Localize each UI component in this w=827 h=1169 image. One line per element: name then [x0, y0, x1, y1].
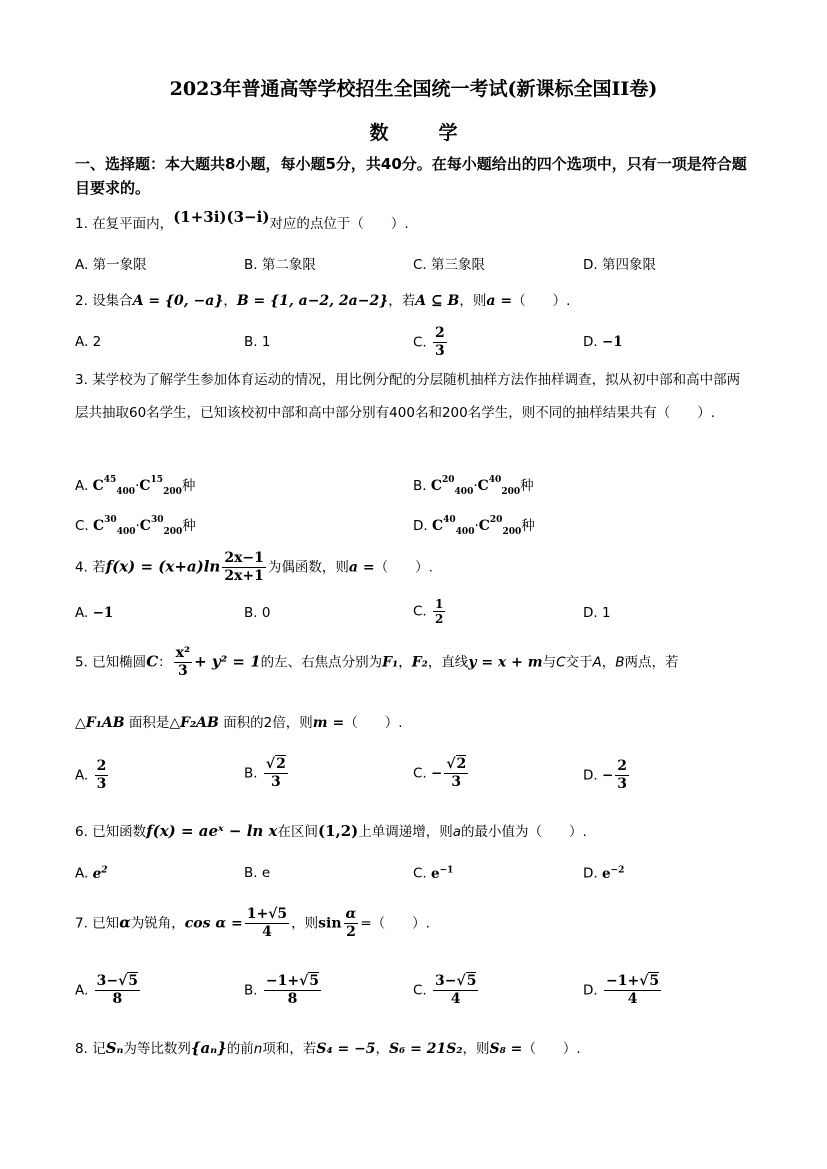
combination — [477, 475, 521, 497]
option-label: A. — [75, 865, 89, 882]
question-text: 记 — [92, 1041, 106, 1057]
question-text: 在区间 — [277, 824, 318, 840]
separator: ， — [375, 1041, 390, 1057]
separator: ， — [601, 654, 616, 671]
math-symbol: α — [119, 913, 131, 932]
math-symbol: B — [615, 654, 625, 671]
radicand: 2 — [456, 756, 467, 772]
question-3 — [75, 364, 745, 430]
question-text: 设集合 — [92, 293, 133, 309]
math-expression: (1+3i)(3−i) — [173, 208, 270, 226]
option-c — [75, 514, 196, 537]
numerator-part: 3− — [435, 973, 457, 989]
unit: 种 — [182, 518, 196, 534]
comb-symbol: C — [139, 478, 151, 494]
question-number: 5. — [75, 654, 88, 671]
comb-sup: 15 — [150, 475, 164, 486]
numerator: 3−√5 — [435, 973, 477, 989]
question-text: 为锐角， — [130, 915, 185, 932]
comb-symbol: C — [478, 518, 490, 534]
comb-sub: 200 — [502, 526, 522, 537]
denominator: 8 — [112, 991, 123, 1007]
comb-symbol: C — [92, 478, 104, 494]
separator: ， — [398, 654, 412, 671]
option-label: C. — [413, 765, 427, 782]
comb-symbol: C — [477, 478, 489, 494]
question-text: 为等比数列 — [123, 1041, 191, 1057]
question-text: ，则 — [291, 915, 319, 932]
question-text: 两点，若 — [624, 654, 679, 671]
denominator: 2 — [346, 924, 356, 940]
combination — [93, 515, 136, 537]
math-symbol: A — [592, 654, 602, 671]
base: e — [431, 865, 440, 882]
option-label: D. — [583, 767, 598, 784]
sign: − — [431, 765, 443, 782]
option-label: A. — [75, 767, 89, 784]
option-label: D. — [413, 518, 428, 534]
option-label: C. — [413, 603, 427, 620]
comb-sup: 30 — [150, 515, 164, 526]
math-expression: {aₙ} — [190, 1039, 227, 1057]
question-text: 的前 — [226, 1041, 254, 1057]
radicand: 2 — [276, 756, 286, 772]
math-expression: a = — [486, 293, 513, 309]
option-d — [583, 758, 631, 793]
option-c — [413, 597, 447, 626]
question-text: 面积是 — [128, 715, 170, 731]
math-expression: cos α = — [184, 915, 243, 932]
numerator: 3−√5 — [96, 973, 139, 989]
question-text: ，直线 — [427, 654, 469, 671]
option-d — [413, 514, 535, 537]
fraction — [174, 645, 192, 680]
numerator: 2x−1 — [224, 550, 264, 566]
fraction — [604, 973, 661, 1008]
comb-sub: 400 — [455, 526, 475, 537]
question-text: 若 — [92, 559, 106, 576]
question-text: 的最小值为（ ）. — [461, 824, 587, 840]
multiply-dot: · — [473, 478, 478, 494]
question-number: 2. — [75, 293, 88, 309]
comb-sub: 200 — [163, 486, 182, 497]
radicand: 5 — [466, 973, 477, 989]
math-expression: a = — [348, 559, 375, 576]
question-7 — [75, 906, 430, 941]
question-text: （ ）. — [344, 715, 403, 731]
comb-symbol: C — [431, 518, 444, 534]
question-text: 为偶函数，则 — [267, 559, 349, 576]
option-label: C. — [413, 865, 427, 882]
question-number: 8. — [75, 1041, 88, 1057]
option-c — [413, 865, 453, 882]
denominator: 3 — [178, 663, 188, 679]
question-text: 在复平面内， — [92, 216, 174, 232]
option-c: C. 第三象限 — [413, 257, 486, 273]
question-text: =（ ）. — [360, 915, 430, 932]
question-6 — [75, 820, 587, 840]
comb-sup: 45 — [103, 475, 117, 486]
comb-sup: 20 — [489, 515, 503, 526]
fraction — [433, 325, 447, 360]
option-b: B. e — [244, 865, 271, 881]
combination — [430, 475, 474, 497]
subject-char-1: 数 — [369, 122, 389, 144]
unit: 种 — [520, 478, 534, 494]
numerator: 2 — [96, 758, 107, 774]
option-label: B. — [413, 478, 427, 494]
option-label: C. — [75, 518, 89, 534]
math-expression: + y² = 1 — [194, 652, 261, 671]
fraction — [444, 756, 468, 791]
question-text: 已知函数 — [92, 824, 147, 840]
option-label: C. — [413, 982, 427, 999]
section-heading: 一、选择题：本大题共8小题，每小题5分，共40分。在每小题给出的四个选项中，只有一项是符合题目要求的。 — [75, 155, 747, 197]
combination — [92, 475, 136, 497]
question-text: ，则 — [462, 1041, 490, 1057]
option-b — [244, 756, 290, 791]
subject-char-2: 学 — [438, 122, 458, 144]
question-number: 1. — [75, 216, 88, 232]
numerator: 1+√5 — [246, 906, 288, 922]
comb-symbol: C — [430, 478, 443, 494]
option-label: C. — [413, 334, 427, 351]
option-label: B. — [244, 765, 258, 782]
option-label: D. — [583, 982, 598, 999]
math-expression: S₄ = −5 — [316, 1041, 376, 1057]
option-label: A. — [75, 605, 89, 621]
fraction — [264, 973, 321, 1008]
option-d — [583, 865, 624, 882]
numerator: 1 — [435, 597, 444, 611]
math-symbol: a — [452, 824, 462, 840]
option-label: A. — [75, 982, 89, 999]
option-d: D. 第四象限 — [583, 257, 656, 273]
question-number: 3. — [75, 372, 88, 388]
denominator: 4 — [262, 924, 272, 940]
math-symbol: C — [556, 654, 566, 671]
fraction — [615, 758, 629, 793]
math-expression: S₆ = 21S₂ — [389, 1041, 463, 1057]
math-expression: sin — [318, 915, 342, 932]
multiply-dot: · — [474, 518, 479, 534]
fraction — [433, 973, 478, 1008]
multiply-dot: · — [135, 518, 140, 534]
option-b — [244, 973, 323, 1008]
question-number: 6. — [75, 824, 88, 840]
option-b — [413, 474, 534, 497]
unit: 种 — [181, 478, 196, 494]
option-a: A. 2 — [75, 334, 102, 350]
combination — [431, 515, 475, 537]
option-b: B. 1 — [244, 334, 271, 350]
math-expression: S₈ = — [489, 1041, 523, 1057]
comb-sub: 200 — [163, 526, 183, 537]
combination — [139, 475, 182, 497]
option-label: D. — [583, 334, 598, 350]
comb-sub: 200 — [501, 486, 521, 497]
option-value — [602, 866, 624, 882]
radicand: 5 — [309, 973, 320, 989]
option-b: B. 0 — [244, 605, 271, 621]
combination — [139, 515, 183, 537]
question-4 — [75, 550, 433, 585]
option-d — [583, 973, 663, 1008]
question-8 — [75, 1037, 581, 1057]
question-text: ，则 — [459, 293, 487, 309]
numerator: √2 — [265, 756, 286, 772]
math-expression: m = — [312, 715, 345, 731]
option-label: B. — [244, 982, 258, 999]
question-text: （ ）. — [374, 559, 433, 576]
math-symbol: n — [253, 1041, 263, 1057]
question-text: ，若 — [388, 293, 416, 309]
fraction — [95, 758, 109, 793]
question-text: ， — [223, 293, 237, 309]
exponent: −2 — [610, 865, 625, 875]
exam-title: 2023年普通高等学校招生全国统一考试(新课标全国II卷) — [169, 78, 658, 100]
exponent: −1 — [439, 865, 454, 875]
math-expression: y = x + m — [468, 654, 543, 671]
numerator: √2 — [446, 756, 467, 772]
option-value: −1 — [92, 605, 114, 621]
math-expression: f(x) = (x+a)ln — [105, 557, 221, 576]
numerator: −1+√5 — [265, 973, 320, 989]
question-text: 面积的2倍，则 — [223, 715, 313, 731]
option-c — [413, 325, 449, 360]
numerator: 2 — [617, 758, 628, 774]
fraction — [222, 550, 266, 585]
denominator: 3 — [451, 774, 462, 790]
math-expression: △F₂AB — [169, 715, 219, 731]
comb-symbol: C — [139, 518, 151, 534]
math-expression: △F₁AB — [75, 715, 125, 731]
radicand: 5 — [649, 973, 660, 989]
denominator: 8 — [287, 991, 298, 1007]
numerator-part: −1+ — [605, 973, 640, 989]
multiply-dot: · — [135, 478, 140, 494]
option-a — [75, 474, 195, 497]
option-a — [75, 758, 110, 793]
option-label: A. — [75, 478, 89, 494]
exponent: 2 — [101, 865, 108, 875]
question-text: 对应的点位于（ ）. — [269, 216, 409, 232]
question-1 — [75, 208, 409, 232]
base: e — [92, 865, 102, 882]
comb-sub: 400 — [454, 486, 474, 497]
option-d — [583, 334, 623, 350]
radicand: 5 — [128, 973, 139, 989]
question-text: （ ）. — [512, 293, 571, 309]
option-value — [93, 866, 108, 882]
numerator: x² — [175, 645, 191, 661]
option-label: D. — [583, 865, 598, 882]
numerator: −1+√5 — [605, 973, 660, 989]
comb-sup: 20 — [442, 475, 455, 486]
option-a — [75, 865, 107, 882]
math-symbol: F₂ — [411, 654, 428, 671]
numerator: α — [345, 906, 357, 922]
question-text: 交于 — [565, 654, 593, 671]
question-text: （ ）. — [522, 1041, 581, 1057]
question-number: 4. — [75, 559, 88, 576]
math-expression: A = {0, −a} — [132, 293, 224, 309]
comb-sub: 400 — [116, 526, 136, 537]
option-a — [75, 605, 113, 621]
comb-sub: 400 — [116, 486, 136, 497]
comb-sup: 40 — [488, 475, 502, 486]
denominator: 3 — [96, 776, 107, 792]
denominator: 2x+1 — [224, 568, 264, 584]
option-value — [431, 866, 453, 882]
option-a — [75, 973, 142, 1008]
question-5-line-2 — [75, 711, 403, 731]
question-text: 已知 — [92, 915, 120, 932]
denominator: 2 — [435, 612, 444, 626]
math-expression: (1,2) — [317, 822, 359, 840]
option-d: D. 1 — [583, 605, 611, 621]
fraction — [245, 906, 289, 941]
option-value: −1 — [601, 334, 623, 350]
subject-heading — [0, 118, 827, 145]
numerator: 2 — [435, 325, 445, 341]
fraction — [433, 597, 445, 626]
question-text: 某学校为了解学生参加体育运动的情况，用比例分配的分层随机抽样方法作抽样调查，拟从初中部和高中部两层共抽取60名学生，已知该校初中部和高中部分别有400名和200名学生，则不同的抽样结果共有（ ）. — [75, 372, 741, 421]
combination — [478, 515, 522, 537]
option-a: A. 第一象限 — [75, 257, 147, 273]
math-expression: f(x) = aeˣ − ln x — [146, 822, 278, 840]
denominator: 3 — [270, 774, 281, 790]
numerator-part: 3− — [96, 973, 119, 989]
sign: − — [601, 767, 614, 784]
option-c — [413, 973, 480, 1008]
math-expression: B = {1, a−2, 2a−2} — [236, 293, 389, 309]
comb-sup: 30 — [104, 515, 117, 526]
fraction — [344, 906, 359, 941]
question-text: 项和，若 — [262, 1041, 317, 1057]
math-symbol: Sₙ — [105, 1039, 124, 1057]
fraction — [95, 973, 140, 1008]
colon: ： — [158, 654, 172, 671]
question-text: 上单调递增，则 — [358, 824, 453, 840]
question-2 — [75, 289, 570, 309]
option-c — [413, 756, 470, 791]
numerator-part: −1+ — [265, 973, 300, 989]
question-text: 已知椭圆 — [92, 654, 147, 671]
denominator: 3 — [435, 343, 445, 359]
math-expression: A ⊆ B — [415, 293, 460, 309]
base: e — [601, 865, 611, 882]
question-text: 的左、右焦点分别为 — [260, 654, 383, 671]
question-number: 7. — [75, 915, 88, 932]
fraction — [264, 756, 288, 791]
denominator: 3 — [617, 776, 628, 792]
comb-symbol: C — [93, 518, 105, 534]
option-b: B. 第二象限 — [244, 257, 316, 273]
math-symbol: F₁ — [382, 654, 399, 671]
denominator: 4 — [627, 991, 638, 1007]
math-symbol: C — [146, 652, 159, 671]
question-text: 与 — [542, 654, 557, 671]
comb-sup: 40 — [443, 515, 456, 526]
unit: 种 — [521, 518, 535, 534]
denominator: 4 — [450, 991, 461, 1007]
question-5 — [75, 645, 679, 680]
